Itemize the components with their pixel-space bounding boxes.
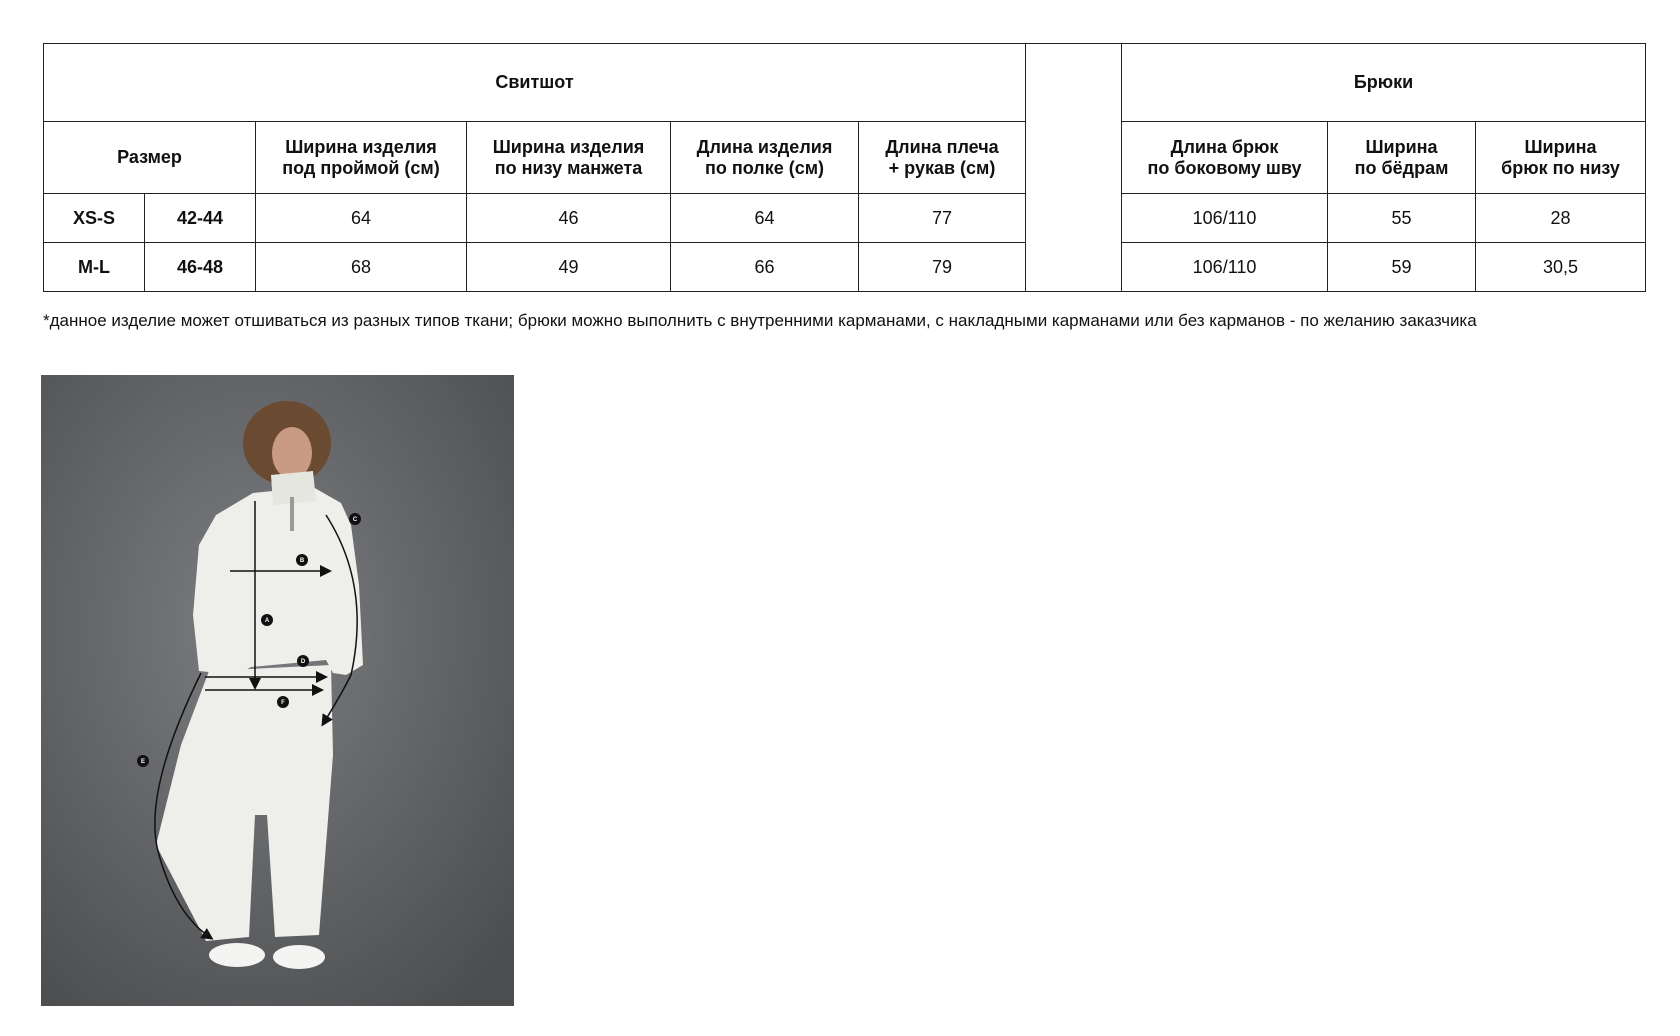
table-cell: 59 [1328,243,1476,292]
table-cell: 66 [671,243,859,292]
table-row [44,243,1646,292]
marker-d [297,655,309,667]
table-cell: 79 [859,243,1026,292]
marker-f [277,696,289,708]
column-header: Длина плеча + рукав (см) [859,122,1026,194]
table-cell: 30,5 [1476,243,1646,292]
table-row [44,194,1646,243]
table-cell: 64 [256,194,467,243]
table-cell: 64 [671,194,859,243]
marker-c [349,513,361,525]
marker-a [261,614,273,626]
svg-text:F: F [281,700,285,706]
table-cell: 46 [467,194,671,243]
face [272,427,312,479]
footnote: *данное изделие может отшиваться из разных типов ткани; брюки можно выполнить с внутренними карманами, с накладными карманами или без карманов - по желанию заказчика [43,311,1477,330]
column-header: Ширина изделия под проймой (см) [256,122,467,194]
table-gap [1026,44,1122,292]
table-cell: 28 [1476,194,1646,243]
marker-b [296,554,308,566]
svg-text:A: A [264,618,270,624]
trousers-title: Брюки [1122,44,1646,122]
size-label: XS-S [44,194,145,243]
model-photo [41,375,514,1006]
size-header: Размер [44,122,256,194]
ru-size-label: 42-44 [145,194,256,243]
column-header: Длина брюк по боковому шву [1122,122,1328,194]
table-cell: 68 [256,243,467,292]
column-header: Ширина изделия по низу манжета [467,122,671,194]
ru-size-label: 46-48 [145,243,256,292]
svg-text:D: D [300,659,306,665]
size-label: M-L [44,243,145,292]
svg-text:B: B [299,558,305,564]
measurement-illustration [41,375,514,1006]
svg-text:E: E [140,759,146,765]
table-cell: 55 [1328,194,1476,243]
column-header: Ширина по бёдрам [1328,122,1476,194]
table-cell: 49 [467,243,671,292]
marker-e [137,755,149,767]
sweatshirt-shape [193,487,363,675]
table-cell: 77 [859,194,1026,243]
column-header: Ширина брюк по низу [1476,122,1646,194]
table-cell: 106/110 [1122,194,1328,243]
column-header: Длина изделия по полке (см) [671,122,859,194]
table-cell: 106/110 [1122,243,1328,292]
size-chart-table [43,43,1646,292]
sweatshirt-title: Свитшот [44,44,1026,122]
svg-text:C: C [352,517,358,523]
